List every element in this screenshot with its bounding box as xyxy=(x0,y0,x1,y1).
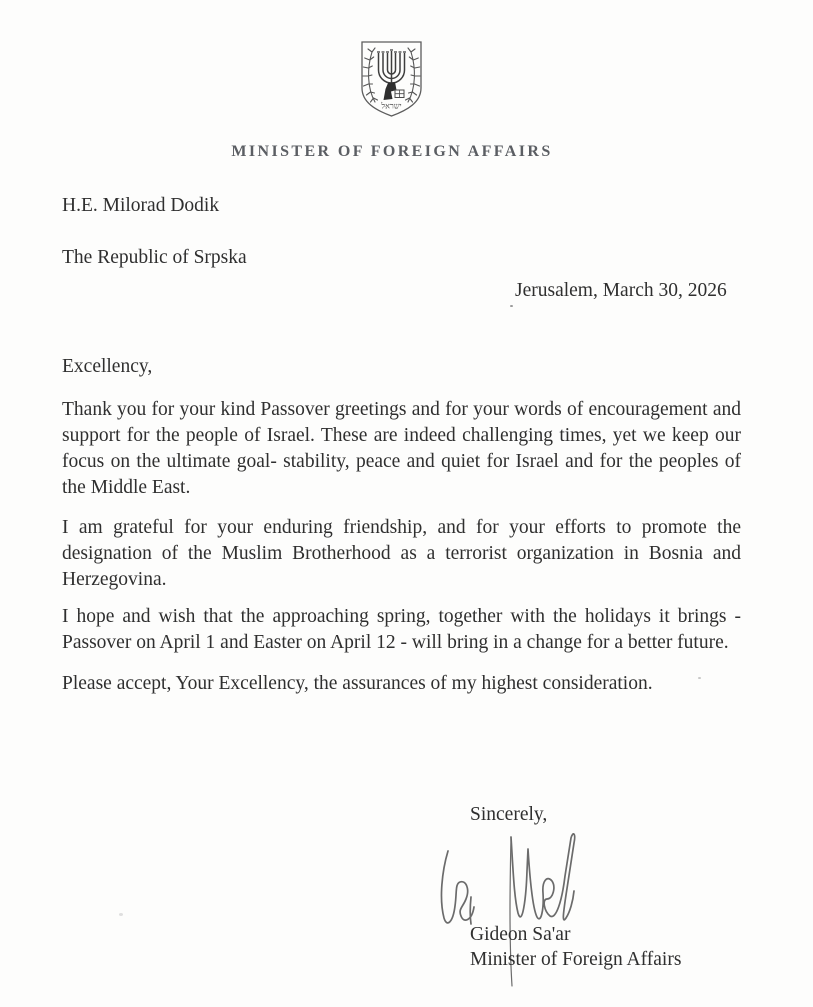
paragraph-2: I am grateful for your enduring friendship, and for your efforts to promote the designation of the Muslim Brotherhood as a terrorist organization in Bosnia and Herzegovina. xyxy=(62,517,741,590)
menorah-icon xyxy=(377,50,406,84)
paragraph-1: Thank you for your kind Passover greetings and for your words of encouragement and support for the people of Israel. These are indeed challenging times, yet we keep our focus on the ultimate goal- stability, peace and quiet for Israel and for the peoples of the Middle East. xyxy=(62,399,741,498)
scan-speck xyxy=(119,913,123,916)
scan-speck xyxy=(698,677,701,679)
olive-branch-right-icon xyxy=(406,48,421,102)
salutation: Excellency, xyxy=(62,356,153,377)
menorah-base-icon xyxy=(384,82,405,100)
dateline: Jerusalem, March 30, 2026 xyxy=(515,280,727,301)
signer-title: Minister of Foreign Affairs xyxy=(470,949,682,970)
signer-name: Gideon Sa'ar xyxy=(470,924,571,945)
ministry-title: MINISTER OF FOREIGN AFFAIRS xyxy=(231,143,553,160)
scan-speck xyxy=(510,305,513,307)
paragraph-4: Please accept, Your Excellency, the assurances of my highest consideration. xyxy=(62,673,653,694)
recipient-name: H.E. Milorad Dodik xyxy=(62,195,220,216)
recipient-block xyxy=(62,193,247,271)
valediction: Sincerely, xyxy=(470,804,548,825)
israel-state-emblem-icon xyxy=(358,40,425,118)
emblem-hebrew-label: ישראל xyxy=(381,101,402,111)
letter-body xyxy=(62,354,741,697)
recipient-entity: The Republic of Srpska xyxy=(62,247,247,268)
paragraph-3: I hope and wish that the approaching spring, together with the holidays it brings - Passover on April 1 and Easter on April 12 - will bring in a change for a better future. xyxy=(62,606,741,653)
olive-branch-left-icon xyxy=(363,48,378,102)
